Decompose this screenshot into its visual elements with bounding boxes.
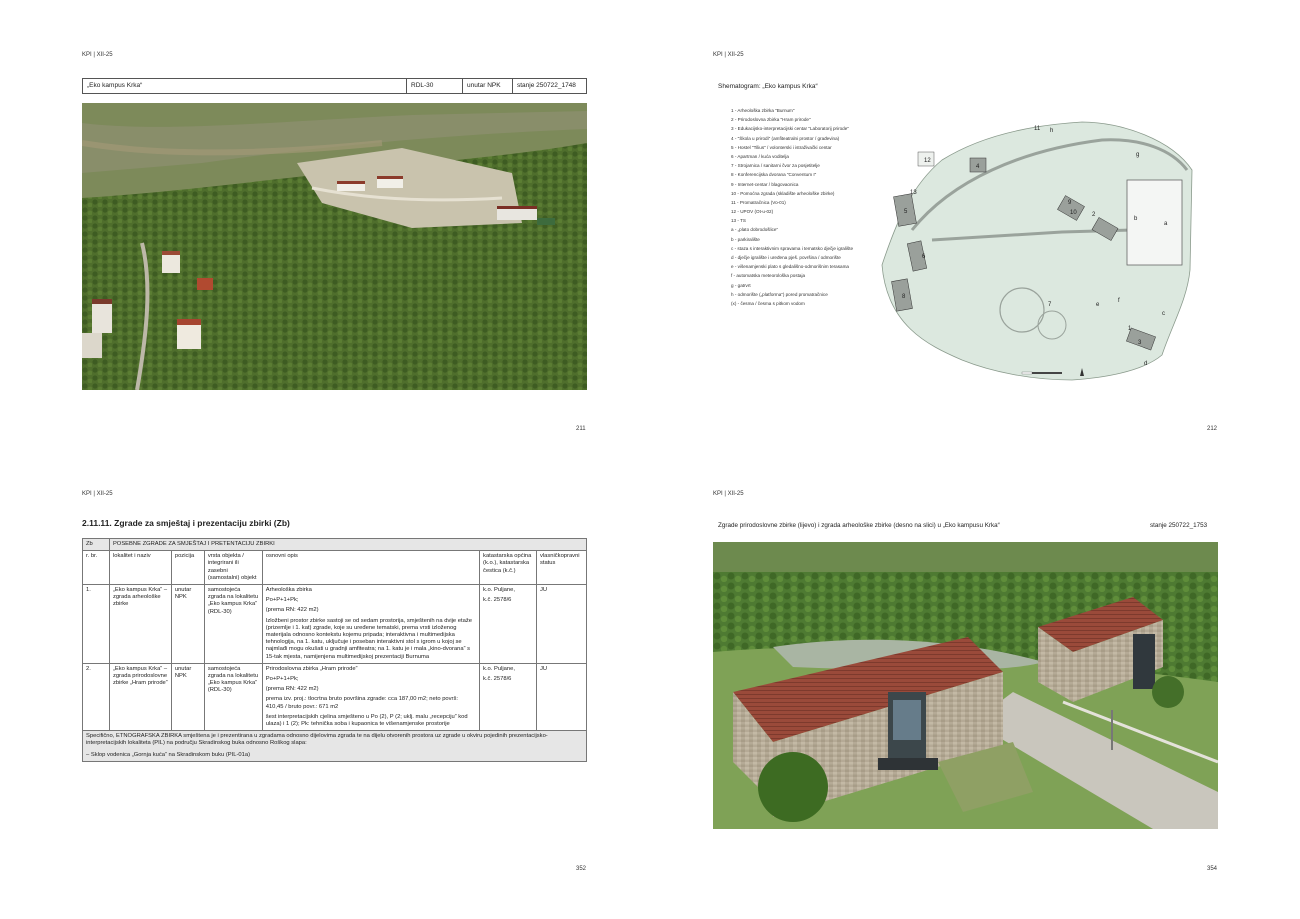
map-label: 1 [1128,326,1132,332]
description-line: Izložbeni prostor zbirke sastoji se od sedam prostorija, smještenih na dvije etaže (prizemlje i 1. kat) zgrade, koje su uređene tematski, prema vrsti izloženog materijala odnosno kontekstu kojemu pripada; interaktivna i multimedijska tehnologija, na 1. katu, uključuje i poseban interaktivni stol s igrom u kojoj se najmlađi mogu okušati u gradnji amfiteatra; na 1. katu je i mala „kino-dvorana“ s 15-tak mjesta, namijenjena multimedijskoj prezentaciji Burnuma [265,617,472,660]
map-label: 3 [1138,340,1142,346]
legend-item: 5 - Hostel "Tilius" / volonterski i istraživački centar [731,144,832,150]
photo-caption: Zgrade prirodoslovne zbirke (lijevo) i zgrada arheološke zbirke (desno na slici) u „Eko kampusu Krka“ [718,522,1000,529]
row-type: samostojeća zgrada na lokalitetu „Eko kampus Krka“ (RDL-30) [204,663,262,730]
section-title: 2.11.11. Zgrade za smještaj i prezentaciju zbirki (Zb) [82,518,290,528]
column-header: katastarska općina (k.o.), katastarska čestica (k.č.) [480,551,537,585]
row-cadastre [480,585,537,664]
legend-item: 12 - UPOV (Ot-u-02) [731,209,774,215]
row-number: 2. [83,663,110,730]
map-label: 12 [924,158,931,164]
column-header: r. br. [83,551,110,585]
description-title: Prirodoslovna zbirka „Hram prirode“ [265,665,358,672]
table-footer [83,731,587,762]
legend-item: e - višenamjenski plato s gledališno-odmorišnim terasama [731,264,849,270]
column-header: vlasničkopravni status [536,551,586,585]
map-label: 2 [1092,212,1096,218]
map-label: 13 [910,190,917,196]
description-title: Arheološka zbirka [265,587,312,594]
description-line: (prema RN: 422 m2) [265,607,319,614]
row-description [262,585,479,664]
row-description [262,663,479,730]
row-ownership: JU [536,663,586,730]
legend-item: 4 - "Škola u prirodi" (amfiteatralni prostor / građevina) [731,135,840,141]
map-label: d [1144,361,1148,367]
legend-item: 2 - Prirodoslovna zbirka "Hram prirode" [731,117,811,123]
footer-item: – Sklop vodenica „Gornja kuća“ na Skradinskom buku (PIL-01a) [86,751,251,758]
map-label: e [1096,302,1100,308]
cadastre-line: k.o. Puljane, [483,587,515,594]
legend-item: f - automatska meteorološka postaja [731,273,806,279]
map-label: 11 [1034,126,1041,132]
page4-number: 354 [1207,866,1218,872]
page2-header: KPI | XII-25 [713,52,744,58]
column-header: pozicija [171,551,204,585]
page1-title-bar [82,78,587,94]
map-label: 10 [1070,210,1077,216]
map-label: c [1162,311,1165,317]
map-label: b [1134,216,1138,222]
page1-number: 211 [576,426,586,432]
legend-item: 9 - Internet-centar / blagovaonica [731,181,799,187]
page3-header: KPI | XII-25 [82,491,113,497]
legend-item: (x) - česma / česma s pitkom vodom [731,300,805,306]
map-label: g [1136,152,1140,158]
page1-header: KPI | XII-25 [82,52,113,58]
legend-item: c - staza s interaktivnim spravama i tematsko dječje igralište [731,245,854,251]
site-title: „Eko kampus Krka“ [83,79,407,93]
row-position: unutar NPK [171,663,204,730]
table-row [83,663,587,730]
cadastre-line: k.č. 2578/6 [483,597,512,604]
description-line: Po+P+1+Pk; [265,597,299,604]
legend-item: a - „plato dobrodošlice“ [731,227,778,233]
description-line: prema izv. proj.: tlocrtna bruto površina zgrade: cca 187,00 m2; neto površ: 410,45 / bruto povr.: 671 m2 [265,696,458,710]
map-label: 6 [922,254,926,260]
legend-item: 3 - Edukacijsko-interpretacijski centar "Laboratorij prirode" [731,126,849,132]
table-code: Zb [83,539,110,551]
map-label: 9 [1068,200,1072,206]
legend-item: b - parkiralište [731,236,760,242]
row-type: samostojeća zgrada na lokalitetu „Eko kampus Krka“ (RDL-30) [204,585,262,664]
description-line: (prema RN: 422 m2) [265,686,319,693]
legend-item: 6 - Apartman / kuća voditeljа [731,153,789,159]
row-cadastre [480,663,537,730]
legend-item: 11 - Promatračnica (Vo-01) [731,199,786,205]
photo-status: stanje 250722_1748 [517,82,576,89]
column-header: lokalitet i naziv [109,551,171,585]
footer-note: Specifično, ETNOGRAFSKA ZBIRKA smještena je i prezentirana u zgradama odnosno dijelovima zgrada te na dijelu otvorenih prostora uz zgrade u okviru pojedinih prezentacijsko-interpretacijskih lokaliteta (PIL) na području Skradinskog buka odnosno Roškog slapa: [86,733,548,747]
page2-number: 212 [1207,426,1218,432]
legend-item: d - dječje igralište i uređena pješ. površina / odmorište [731,255,841,260]
schematic-legend [731,108,881,310]
scale-bar-icon [1022,372,1062,374]
page4-header: KPI | XII-25 [713,491,744,497]
map-label: h [1050,128,1054,134]
map-label: 4 [976,164,980,170]
description-line: šest interpretacijskih cjelina smješteno u Po (2), P (2; uklj. malu „recepciju“ kod ulaza) i 1 (2); Pk: tehnička soba i kupaonica te višenamjenske prostorije [265,713,468,728]
column-header: vrsta objekta / integrirani ili zasebni (samostalni) objekt [204,551,262,585]
site-code: RDL-30 [407,79,463,93]
table-row [83,585,587,664]
legend-item: 7 - Strojarnica / sanitarni čvor za posjetitelje [731,163,820,169]
row-ownership: JU [536,585,586,664]
description-line: Po+P+1+Pk; [265,676,299,683]
site-location: unutar NPK [463,79,513,93]
legend-item: h - odmorište („platforma“) pored promatračnice [731,291,828,297]
map-label: f [1118,298,1120,304]
map-label: a [1164,221,1168,227]
schematic-caption: Shematogram: „Eko kampus Krka“ [718,83,818,90]
row-name: „Eko kampus Krka“ – zgrada arheološke zbirke [109,585,171,664]
legend-item: 8 - Konferencijska dvorana "Conventum I" [731,172,817,178]
buildings-photo [713,542,1218,829]
table-group-title: POSEBNE ZGRADE ZA SMJEŠTAJ I PRETENTACIJU ZBIRKI [109,539,586,551]
legend-item: g - gatrvrt [731,282,751,288]
legend-item: 13 - TS [731,218,746,224]
map-label: 7 [1048,302,1052,308]
row-number: 1. [83,585,110,664]
aerial-photo-campus [82,103,587,390]
page3-number: 352 [576,866,587,872]
column-header: osnovni opis [262,551,479,585]
map-label: 8 [902,294,906,300]
photo-status: stanje 250722_1753 [1150,522,1208,529]
collections-table [82,538,587,762]
legend-item: 1 - Arheološka zbirka "Burnum" [731,108,795,113]
row-name: „Eko kampus Krka“ – zgrada prirodoslovne zbirke „Hram prirode“ [109,663,171,730]
row-position: unutar NPK [171,585,204,664]
cadastre-line: k.č. 2578/6 [483,676,512,683]
cadastre-line: k.o. Puljane, [483,665,515,672]
site-schematic-map [872,110,1202,390]
legend-item: 10 - Pomoćna zgrada (skladište arheološke zbirke) [731,190,835,196]
map-label: 5 [904,209,908,215]
